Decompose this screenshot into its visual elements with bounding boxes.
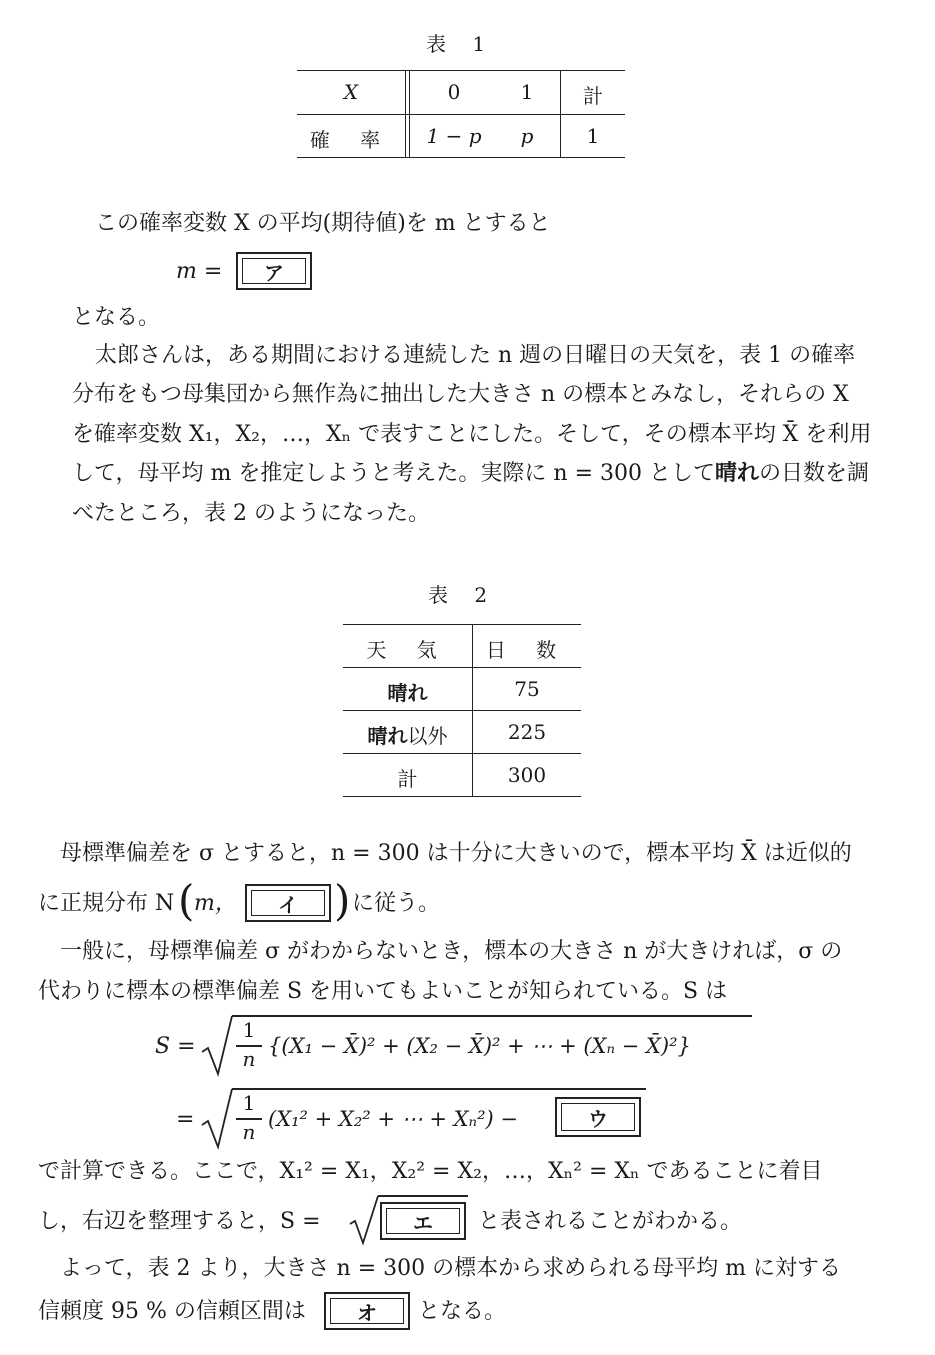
table1-row-label: 確 率 xyxy=(309,128,393,152)
sqrt-icon xyxy=(200,1087,234,1151)
formula-expr2: (X₁² + X₂² + ⋯ + Xₙ²) − xyxy=(268,1107,518,1131)
table1-cell-total: 1 xyxy=(586,124,600,148)
para4-line1: 一般に，母標準偏差 σ がわからないとき，標本の大きさ n が大きければ，σ の xyxy=(60,939,843,964)
answer-box-e[interactable] xyxy=(380,1202,466,1240)
answer-box-i-label: イ xyxy=(251,890,325,916)
para2-bold-hare: 晴れ xyxy=(714,461,759,486)
table2-header-weather: 天 気 xyxy=(366,638,449,662)
formula-s-eq: S = xyxy=(155,1034,196,1059)
para2-line1: 太郎さんは，ある期間における連続した n 週の日曜日の天気を，表 1 の確率 xyxy=(95,343,856,368)
table2-row-value: 75 xyxy=(514,677,540,701)
para5-line3: よって，表 2 より，大きさ n = 300 の標本から求められる母平均 m に対する xyxy=(60,1256,841,1281)
para5-line4a: 信頼度 95 % の信頼区間は xyxy=(38,1299,306,1324)
para1-line1: この確率変数 X の平均(期待値)を m とすると xyxy=(95,211,551,236)
answer-box-i[interactable] xyxy=(245,884,331,922)
frac-num: 1 xyxy=(242,1018,256,1042)
answer-box-u[interactable] xyxy=(555,1097,641,1137)
para2-line2: 分布をもつ母集団から無作為に抽出した大きさ n の標本とみなし，それらの X xyxy=(72,382,849,407)
para3-line2a: に正規分布 N xyxy=(38,891,175,916)
para2-line4-text: して，母平均 m を推定しようと考えた。実際に n = 300 として xyxy=(72,461,715,486)
para1-line3: となる。 xyxy=(72,305,161,330)
table2-header-days: 日 数 xyxy=(485,638,569,662)
para3-line2b: m， xyxy=(194,891,237,916)
sqrt-bar xyxy=(232,1015,752,1017)
table1-header-0: 0 xyxy=(447,80,461,104)
para3-line2c: に従う。 xyxy=(352,891,441,916)
answer-box-a-label: ア xyxy=(242,258,306,284)
para5-line2a: し，右辺を整理すると，S = xyxy=(38,1209,321,1234)
paren-right-icon: ) xyxy=(334,876,351,925)
table2-row-label: 晴れ以外 xyxy=(367,724,448,748)
table2-caption: 表 2 xyxy=(428,583,498,607)
table1-caption: 表 1 xyxy=(426,32,496,56)
para2-line4-end: の日数を調 xyxy=(759,461,870,486)
para2-line4 xyxy=(72,460,869,488)
table2-row-value: 300 xyxy=(507,763,547,787)
table2 xyxy=(343,624,581,797)
formula-eq: = xyxy=(176,1107,195,1132)
para4-line2: 代わりに標本の標準偏差 S を用いてもよいことが知られている。S は xyxy=(38,979,728,1004)
m-equation: m = xyxy=(176,259,223,284)
frac-num: 1 xyxy=(242,1091,256,1115)
table2-row-value: 225 xyxy=(507,720,547,744)
sqrt-icon xyxy=(348,1194,382,1246)
answer-box-o-label: オ xyxy=(330,1298,404,1324)
para5-line2b: と表されることがわかる。 xyxy=(478,1209,743,1234)
para2-line5: べたところ，表 2 のようになった。 xyxy=(72,501,430,526)
answer-box-e-label: エ xyxy=(386,1208,460,1234)
table1-cell-p: p xyxy=(520,124,534,148)
sqrt-icon xyxy=(200,1014,234,1078)
answer-box-a[interactable] xyxy=(236,252,312,290)
answer-box-u-label: ウ xyxy=(561,1103,635,1131)
para5-line1: で計算できる。ここで，X₁² = X₁，X₂² = X₂，…，Xₙ² = Xₙ であることに着目 xyxy=(38,1159,823,1184)
table2-row-label: 晴れ xyxy=(387,681,428,705)
frac-den: n xyxy=(242,1047,256,1071)
table1-cell-1-p: 1 − p xyxy=(426,124,482,148)
table1 xyxy=(297,70,625,158)
paren-left-icon: ( xyxy=(178,876,195,925)
table1-header-x: X xyxy=(343,80,359,104)
sqrt-bar xyxy=(232,1088,646,1090)
para2-line3: を確率変数 X₁，X₂，…，Xₙ で表すことにした。そして，その標本平均 X̄ を利用 xyxy=(72,422,872,447)
answer-box-o[interactable] xyxy=(324,1292,410,1330)
table2-row-label: 計 xyxy=(397,767,418,791)
table1-header-total: 計 xyxy=(583,84,603,108)
sqrt-bar xyxy=(378,1195,468,1197)
para3-line1: 母標準偏差を σ とすると，n = 300 は十分に大きいので，標本平均 X̄ は近似的 xyxy=(60,841,852,866)
formula-expr1: {(X₁ − X̄)² + (X₂ − X̄)² + ⋯ + (Xₙ − X̄)²} xyxy=(268,1034,691,1058)
frac-den: n xyxy=(242,1120,256,1144)
table1-header-1: 1 xyxy=(520,80,534,104)
para5-line4b: となる。 xyxy=(418,1299,507,1324)
